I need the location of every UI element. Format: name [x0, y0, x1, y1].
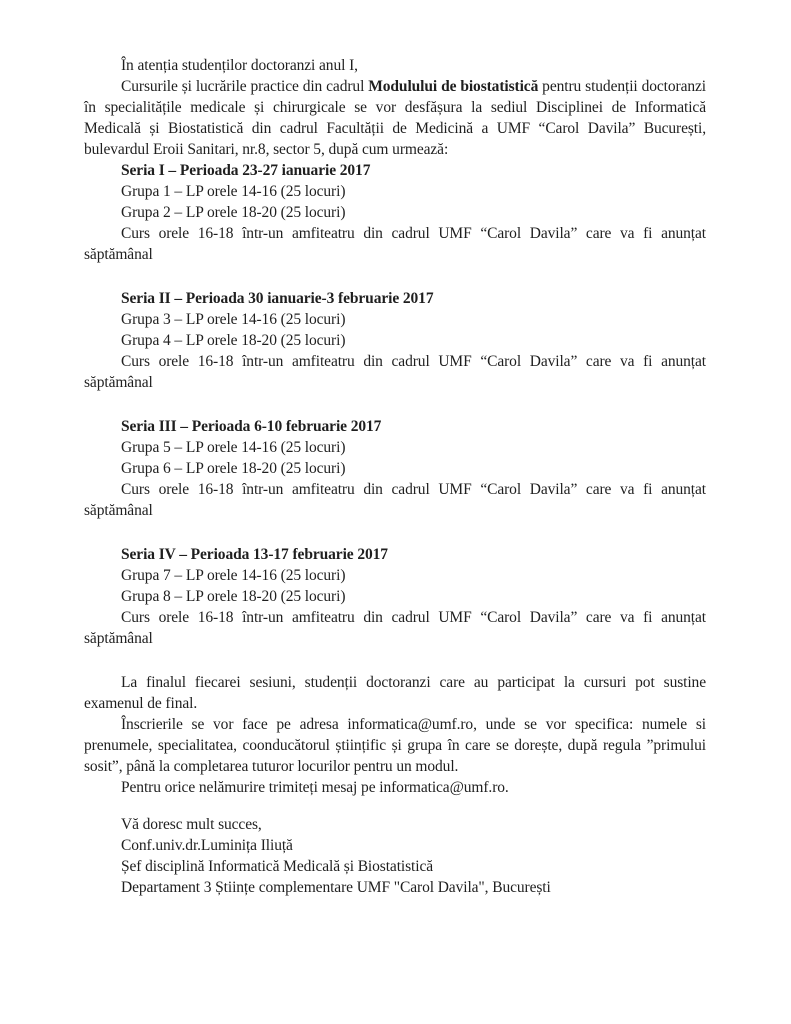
- series-4-group-1: Grupa 7 – LP orele 14-16 (25 locuri): [121, 567, 346, 584]
- intro-paragraph: [84, 76, 706, 160]
- series-3-group-1: Grupa 5 – LP orele 14-16 (25 locuri): [121, 439, 346, 456]
- signature-farewell: Vă doresc mult succes,: [121, 816, 262, 833]
- series-block-2: [84, 288, 706, 393]
- series-2-heading: Seria II – Perioada 30 ianuarie-3 februarie 2017: [121, 290, 434, 307]
- series-2-course-note: Curs orele 16-18 într-un amfiteatru din cadrul UMF “Carol Davila” care va fi anunțat săptămânal: [84, 353, 706, 391]
- series-3-course-note: Curs orele 16-18 într-un amfiteatru din cadrul UMF “Carol Davila” care va fi anunțat săptămânal: [84, 481, 706, 519]
- series-1-heading: Seria I – Perioada 23-27 ianuarie 2017: [121, 162, 371, 179]
- signature-department: Departament 3 Științe complementare UMF "Carol Davila", București: [121, 879, 551, 896]
- series-1-group-1: Grupa 1 – LP orele 14-16 (25 locuri): [121, 183, 346, 200]
- series-block-1: [84, 160, 706, 265]
- series-4-course-note: Curs orele 16-18 într-un amfiteatru din cadrul UMF “Carol Davila” care va fi anunțat săptămânal: [84, 609, 706, 647]
- intro-bold-module-name: Modulului de biostatistică: [368, 78, 539, 95]
- closing-paragraph-contact: Pentru orice nelămurire trimiteți mesaj pe informatica@umf.ro.: [121, 779, 509, 796]
- signature-title: Șef disciplină Informatică Medicală și Biostatistică: [121, 858, 434, 875]
- series-2-group-2: Grupa 4 – LP orele 18-20 (25 locuri): [121, 332, 346, 349]
- closing-paragraph-registration: Înscrierile se vor face pe adresa informatica@umf.ro, unde se vor specifica: numele si prenumele, specialitatea, coonducătorul științific și grupa în care se dorește, după regula ”primului sosit”, până la completarea tuturor locurilor pentru un modul.: [84, 716, 706, 775]
- series-2-group-1: Grupa 3 – LP orele 14-16 (25 locuri): [121, 311, 346, 328]
- series-1-course-note: Curs orele 16-18 într-un amfiteatru din cadrul UMF “Carol Davila” care va fi anunțat săptămânal: [84, 225, 706, 263]
- signature-name: Conf.univ.dr.Luminița Iliuță: [121, 837, 293, 854]
- closing-paragraph-exam: La finalul fiecarei sesiuni, studenții doctoranzi care au participat la cursuri pot sustine examenul de final.: [84, 674, 706, 712]
- series-4-heading: Seria IV – Perioada 13-17 februarie 2017: [121, 546, 388, 563]
- intro-text-after: pentru studenții doctoranzi în specialitățile medicale și chirurgicale se vor desfășura la sediul Disciplinei de Informatică Medicală și Biostatistică din cadrul Facultății de Medicină a UMF “Carol Davila” București, bulevardul Eroii Sanitari, nr.8, sector 5, după cum urmează:: [84, 78, 706, 158]
- signature-block: [84, 814, 706, 898]
- series-3-heading: Seria III – Perioada 6-10 februarie 2017: [121, 418, 382, 435]
- salutation-line: În atenția studenților doctoranzi anul I,: [121, 57, 358, 74]
- series-block-4: [84, 544, 706, 649]
- series-3-group-2: Grupa 6 – LP orele 18-20 (25 locuri): [121, 460, 346, 477]
- series-1-group-2: Grupa 2 – LP orele 18-20 (25 locuri): [121, 204, 346, 221]
- series-block-3: [84, 416, 706, 521]
- series-4-group-2: Grupa 8 – LP orele 18-20 (25 locuri): [121, 588, 346, 605]
- intro-text-before: Cursurile și lucrările practice din cadrul: [121, 78, 369, 95]
